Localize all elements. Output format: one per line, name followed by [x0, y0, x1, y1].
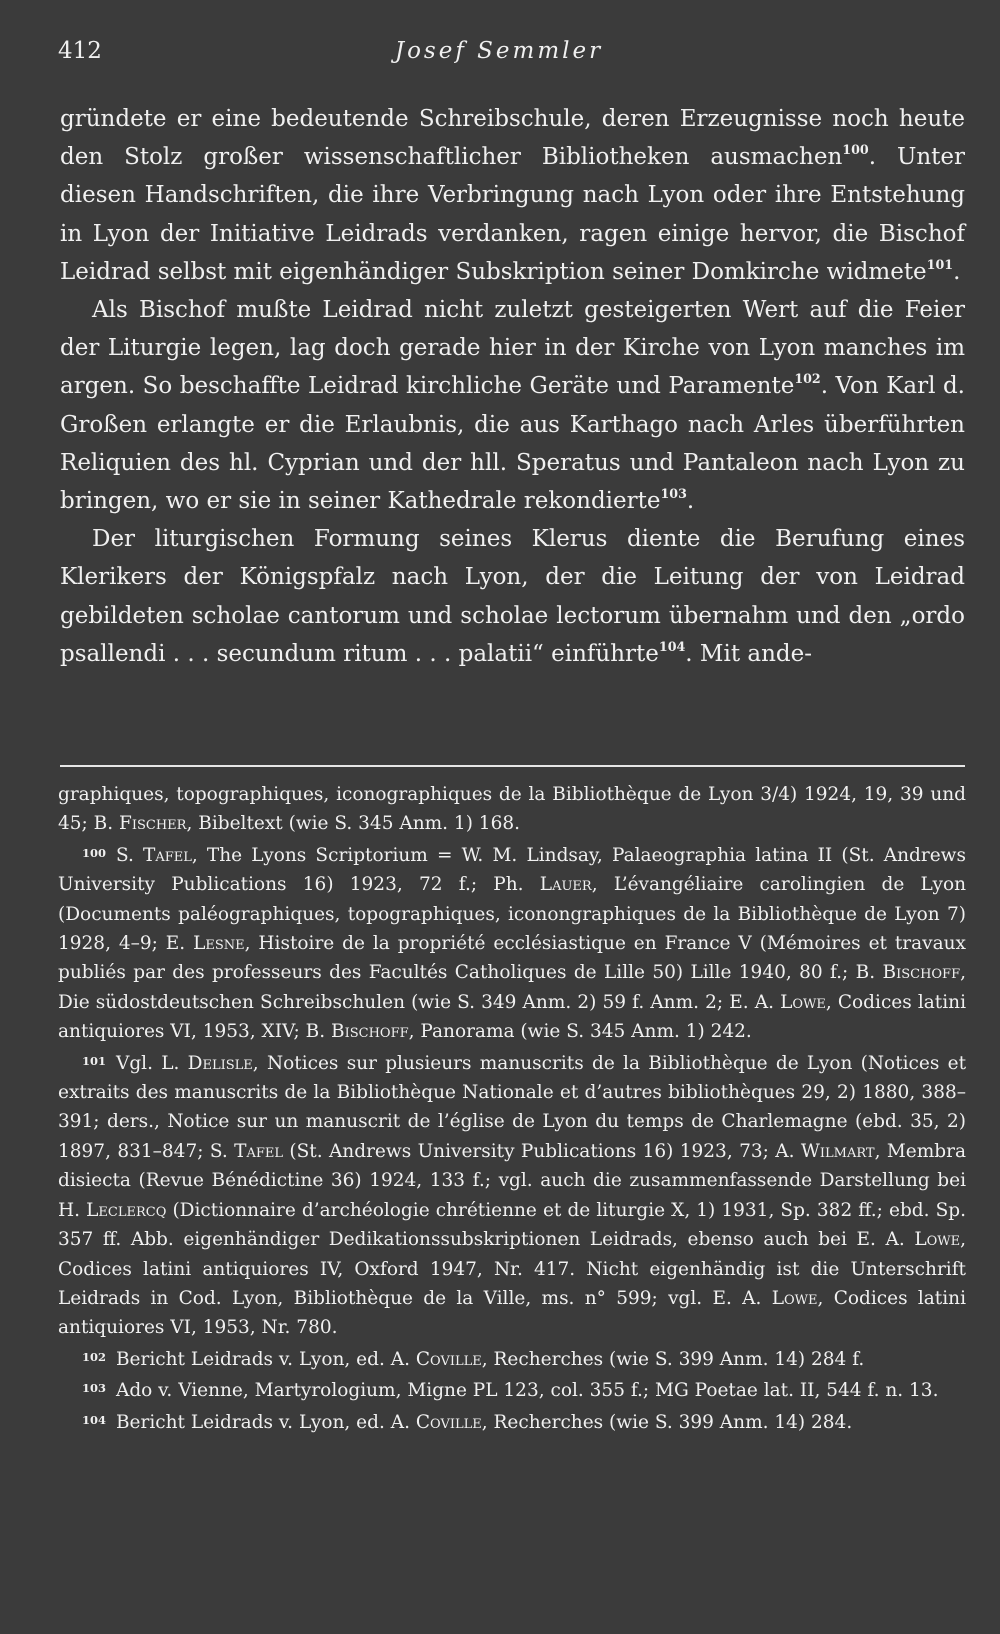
footnote-101: $^{101}$ Vgl. L. Delisle, Notices sur plusieurs manuscrits de la Bibliothèque de Lyon (Notices et extraits des manuscrits de la Bibliothèque Nationale et d’autres bibliothèques 29, 2) 1880, 388–391; ders., Notice sur un manuscrit de l’église de Lyon du temps de Charlemagne (ebd. 35, 2) 1897, 831–847; S. Tafel (St. Andrews University Publications 16) 1923, 73; A. Wilmart, Membra disiecta (Revue Bénédictine 36) 1924, 133 f.; vgl. auch die zusammenfassende Darstellung bei H. Leclercq (Dictionnaire d’archéologie chrétienne et de liturgie X, 1) 1931, Sp. 382 ff.; ebd. Sp. 357 ff. Abb. eigenhändiger Dedikationssubskriptionen Leidrads, ebenso auch bei E. A. Lowe, Codices latini antiquiores IV, Oxford 1947, Nr. 417. Nicht eigenhändig ist die Unterschrift Leidrads in Cod. Lyon, Bibliothèque de la Ville, ms. n° 599; vgl. E. A. Lowe, Codices latini antiquiores VI, 1953, Nr. 780.	[58, 1052, 966, 1339]
footnote-103: $^{103}$ Ado v. Vienne, Martyrologium, Migne PL 123, col. 355 f.; MG Poetae lat. II, 544 f. n. 13.	[82, 1380, 939, 1402]
page-header	[58, 38, 940, 74]
footnotes	[58, 780, 966, 1437]
footnote-number: 103	[82, 1381, 106, 1396]
paragraph-2: Als Bischof mußte Leidrad nicht zuletzt gesteigerten Wert auf die Feier der Liturgie legen, lag doch gerade hier in der Kirche von Lyon manches im argen. So beschaffte Leidrad kirchliche Geräte und Paramente$^{102}$. Von Karl d. Großen erlangte er die Erlaubnis, die aus Karthago nach Arles überführten Reliquien des hl. Cyprian und der hll. Speratus und Pantaleon nach Lyon zu bringen, wo er sie in seiner Kathedrale rekondierte$^{103}$.	[60, 297, 965, 515]
main-text	[60, 100, 965, 673]
paragraph-1: gründete er eine bedeutende Schreibschule, deren Erzeugnisse noch heute den Stolz großer wissenschaftlicher Bibliotheken ausmachen$^{100}$. Unter diesen Handschriften, die ihre Verbringung nach Lyon oder ihre Entstehung in Lyon der Initiative Leidrads verdanken, ragen einige hervor, die Bischof Leidrad selbst mit eigenhändiger Subskription seiner Domkirche widmete$^{101}$.	[60, 106, 965, 285]
footnote-ref-104: 104	[658, 638, 686, 654]
footnote-number: 101	[82, 1053, 106, 1068]
footnote-number: 102	[82, 1349, 106, 1364]
footnote-102: $^{102}$ Bericht Leidrads v. Lyon, ed. A. Coville, Recherches (wie S. 399 Anm. 14) 284 f.	[82, 1348, 865, 1370]
footnote-ref-101: 101	[926, 256, 954, 272]
footnote-number: 104	[82, 1412, 106, 1427]
page-number: 412	[58, 38, 102, 64]
footnote-ref-102: 102	[794, 371, 821, 387]
footnote-104: $^{104}$ Bericht Leidrads v. Lyon, ed. A. Coville, Recherches (wie S. 399 Anm. 14) 284.	[82, 1411, 853, 1433]
footnote-divider	[60, 765, 965, 767]
running-title: Josef Semmler	[394, 38, 604, 64]
footnote-continuation: graphiques, topographiques, iconographiques de la Bibliothèque de Lyon 3/4) 1924, 19, 39 und 45; B. Fischer, Bibeltext (wie S. 345 Anm. 1) 168.	[58, 784, 966, 835]
footnote-number: 100	[82, 845, 106, 860]
footnote-100: $^{100}$ S. Tafel, The Lyons Scriptorium = W. M. Lindsay, Palaeographia latina II (St. Andrews University Publications 16) 1923, 72 f.; Ph. Lauer, L’évangéliaire carolingien de Lyon (Documents paléographiques, topographiques, iconongraphiques de la Bibliothèque de Lyon 7) 1928, 4–9; E. Lesne, Histoire de la propriété ecclésiastique en France V (Mémoires et travaux publiés par des professeurs des Facultés Catholiques de Lille 50) Lille 1940, 80 f.; B. Bischoff, Die südostdeutschen Schreibschulen (wie S. 349 Anm. 2) 59 f. Anm. 2; E. A. Lowe, Codices latini antiquiores VI, 1953, XIV; B. Bischoff, Panorama (wie S. 345 Anm. 1) 242.	[58, 844, 967, 1043]
footnote-ref-103: 103	[660, 485, 687, 501]
footnote-ref-100: 100	[842, 142, 869, 158]
paragraph-3: Der liturgischen Formung seines Klerus diente die Berufung eines Klerikers der Königspfalz nach Lyon, der die Leitung der von Leidrad gebildeten scholae cantorum und scholae lectorum übernahm und den „ordo psallendi . . . secundum ritum . . . palatii“ einführte$^{104}$. Mit ande-	[60, 526, 965, 667]
